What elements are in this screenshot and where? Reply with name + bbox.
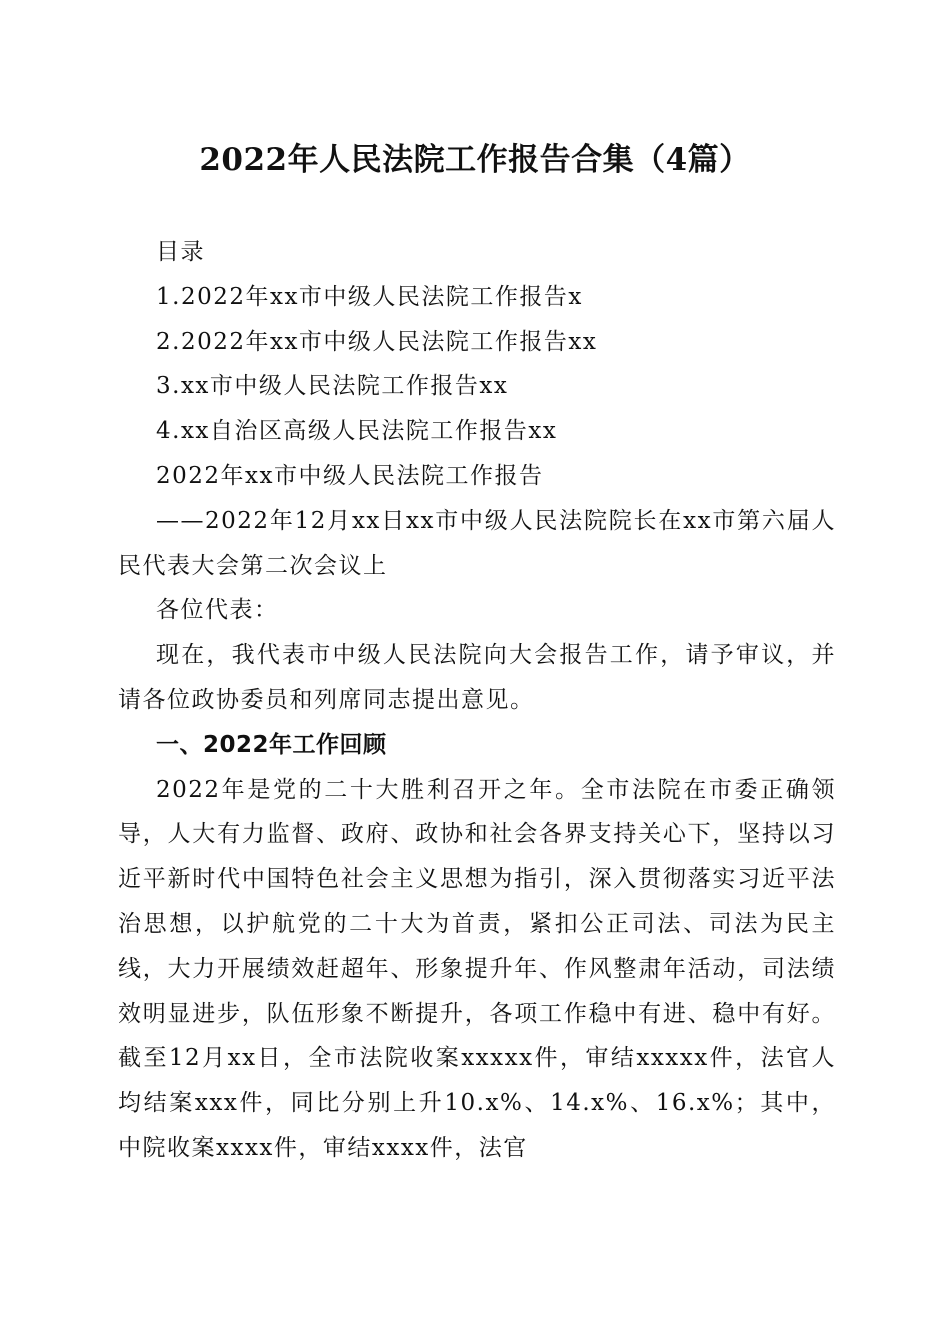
report-title: 2022年xx市中级人民法院工作报告: [156, 462, 544, 489]
toc-item-4: 4.xx自治区高级人民法院工作报告xx: [156, 418, 558, 445]
document-title: 2022年人民法院工作报告合集（4篇）: [199, 142, 751, 178]
section-paragraph: 2022年是党的二十大胜利召开之年。全市法院在市委正确领导，人大有力监督、政府、政协和社会各界支持关心下，坚持以习近平新时代中国特色社会主义思想为指引，深入贯彻落实习近平法治思想，以护航党的二十大为首责，紧扣公正司法、司法为民主线，大力开展绩效赶超年、形象提升年、作风整肃年活动，司法绩效明显进步，队伍形象不断提升，各项工作稳中有进、稳中有好。截至12月xx日，全市法院收案xxxxx件，审结xxxxx件，法官人均结案xxx件，同比分别上升10.x%、14.x%、16.x%；其中，中院收案xxxx件，审结xxxx件，法官: [118, 776, 836, 1161]
report-subtitle: ——2022年12月xx日xx市中级人民法院院长在xx市第六届人民代表大会第二次会议上: [118, 507, 836, 579]
section-heading: 一、2022年工作回顾: [156, 731, 387, 758]
intro-paragraph: 现在，我代表市中级人民法院向大会报告工作，请予审议，并请各位政协委员和列席同志提出意见。: [118, 642, 836, 713]
document-body: [118, 230, 836, 1171]
toc-item-2: 2.2022年xx市中级人民法院工作报告xx: [156, 328, 598, 355]
toc-heading: 目录: [156, 239, 205, 265]
salutation: 各位代表：: [156, 597, 279, 624]
toc-item-1: 1.2022年xx市中级人民法院工作报告x: [156, 283, 583, 310]
toc-item-3: 3.xx市中级人民法院工作报告xx: [156, 373, 509, 400]
